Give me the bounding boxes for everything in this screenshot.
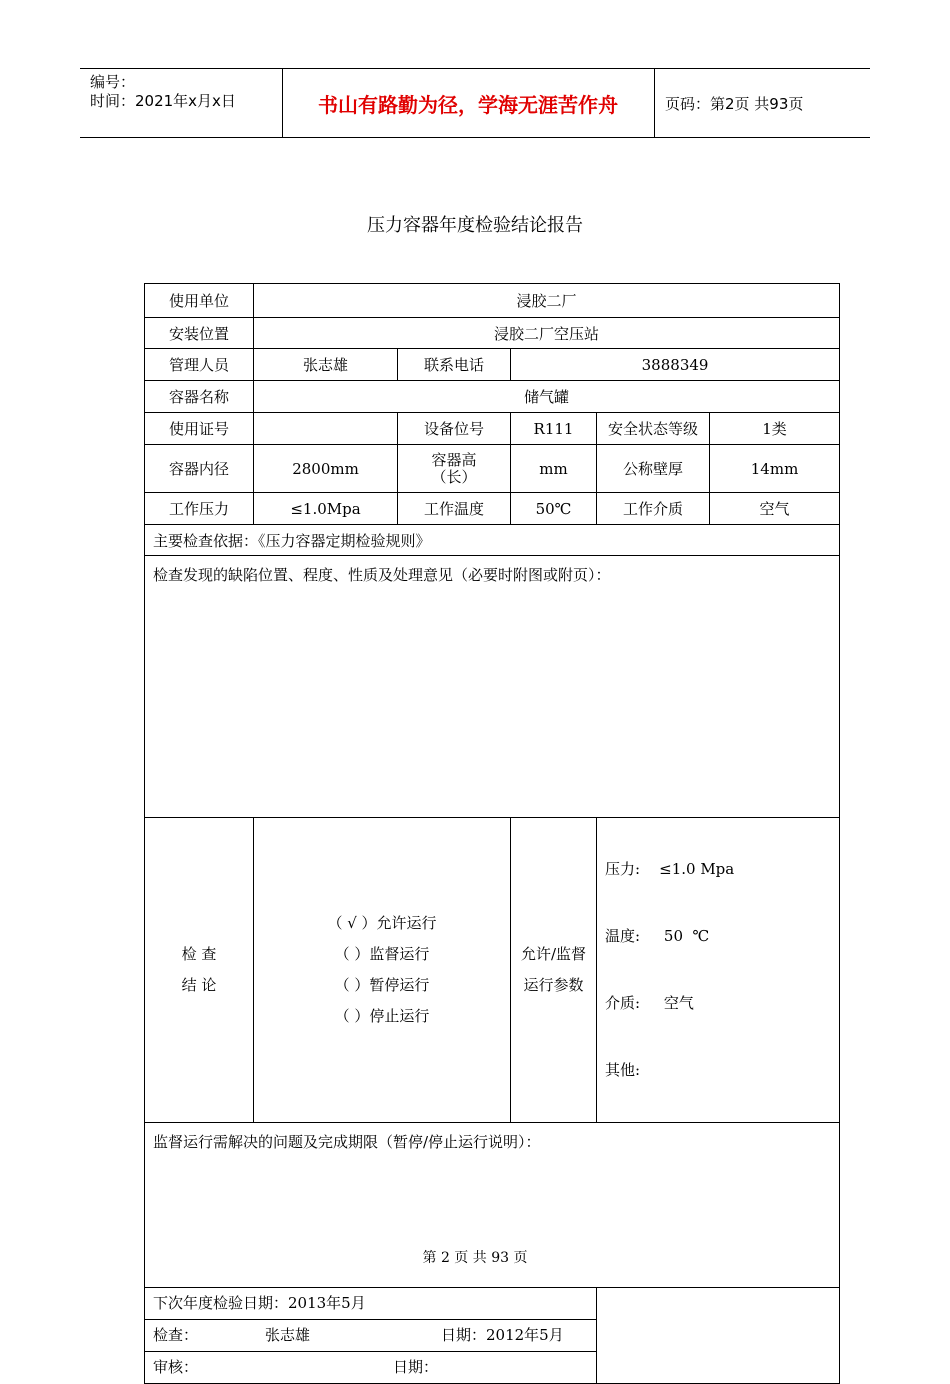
wall-value: 14mm xyxy=(710,445,840,493)
param-medium: 介质: 空气 xyxy=(605,994,694,1012)
option-stop: （ ）停止运行 xyxy=(334,1007,430,1025)
param-pressure: 压力: ≤1.0 Mpa xyxy=(605,860,735,878)
header-divider xyxy=(654,69,655,137)
safety-label: 安全状态等级 xyxy=(597,413,710,445)
check-name: 张志雄 xyxy=(265,1326,311,1344)
supervision-section: 监督运行需解决的问题及完成期限（暂停/停止运行说明）： xyxy=(145,1123,840,1288)
diameter-label: 容器内径 xyxy=(145,445,254,493)
header-left xyxy=(90,73,236,111)
pressure-value: ≤1.0Mpa xyxy=(254,493,398,525)
cert-label: 使用证号 xyxy=(145,413,254,445)
page-info: 页码：第2页 共93页 xyxy=(665,95,804,113)
medium-value: 空气 xyxy=(710,493,840,525)
conclusion-label-line2: 结 论 xyxy=(181,976,217,994)
param-other: 其他: xyxy=(605,1061,641,1079)
wall-label: 公称壁厚 xyxy=(597,445,710,493)
conclusion-label-line1: 检 查 xyxy=(181,945,217,963)
height-label-line2: （长） xyxy=(431,467,477,486)
position-value: R111 xyxy=(511,413,597,445)
next-inspection-date: 下次年度检验日期：2013年5月 xyxy=(145,1288,596,1320)
check-label: 检查： xyxy=(153,1326,199,1344)
manager-value: 张志雄 xyxy=(254,349,398,381)
diameter-value: 2800mm xyxy=(254,445,398,493)
check-date: 日期：2012年5月 xyxy=(441,1326,564,1344)
location-value: 浸胶二厂空压站 xyxy=(254,318,840,349)
position-label: 设备位号 xyxy=(398,413,511,445)
medium-label: 工作介质 xyxy=(597,493,710,525)
conclusion-label xyxy=(145,818,254,1123)
motto: 书山有路勤为径，学海无涯苦作舟 xyxy=(318,93,618,117)
review-line xyxy=(145,1352,596,1383)
review-date: 日期： xyxy=(393,1358,439,1376)
option-supervise: （ ）监督运行 xyxy=(334,945,430,963)
phone-label: 联系电话 xyxy=(398,349,511,381)
review-label: 审核： xyxy=(153,1358,199,1376)
run-params xyxy=(597,818,840,1123)
stamp-area xyxy=(597,1288,840,1384)
param-temperature: 温度: 50 ℃ xyxy=(605,927,710,945)
params-label-line2: 运行参数 xyxy=(523,976,584,994)
params-label xyxy=(511,818,597,1123)
check-line xyxy=(145,1320,596,1352)
footer-info xyxy=(145,1288,597,1384)
height-value: mm xyxy=(511,445,597,493)
option-suspend: （ ）暂停运行 xyxy=(334,976,430,994)
container-name-label: 容器名称 xyxy=(145,381,254,413)
temp-value: 50℃ xyxy=(511,493,597,525)
inspection-basis: 主要检查依据：《压力容器定期检验规则》 xyxy=(145,525,840,556)
params-label-line1: 允许/监督 xyxy=(520,945,587,963)
location-label: 安装位置 xyxy=(145,318,254,349)
page-title: 压力容器年度检验结论报告 xyxy=(367,215,583,236)
document-header xyxy=(80,68,870,138)
option-allow: （ √ ）允许运行 xyxy=(327,914,437,932)
height-label xyxy=(398,445,511,493)
height-label-line1: 容器高 xyxy=(431,450,477,469)
temp-label: 工作温度 xyxy=(398,493,511,525)
container-name-value: 储气罐 xyxy=(254,381,840,413)
pressure-label: 工作压力 xyxy=(145,493,254,525)
conclusion-options xyxy=(254,818,511,1123)
manager-label: 管理人员 xyxy=(145,349,254,381)
defects-section: 检查发现的缺陷位置、程度、性质及处理意见（必要时附图或附页）： xyxy=(145,556,840,818)
phone-value: 3888349 xyxy=(511,349,840,381)
page-number: 第 2 页 共 93 页 xyxy=(422,1250,528,1266)
number-label: 编号： xyxy=(90,73,136,91)
safety-value: 1类 xyxy=(710,413,840,445)
unit-label: 使用单位 xyxy=(145,284,254,318)
time-label: 时间：2021年x月x日 xyxy=(90,92,236,110)
cert-value xyxy=(254,413,398,445)
report-table xyxy=(144,283,840,1384)
unit-value: 浸胶二厂 xyxy=(254,284,840,318)
